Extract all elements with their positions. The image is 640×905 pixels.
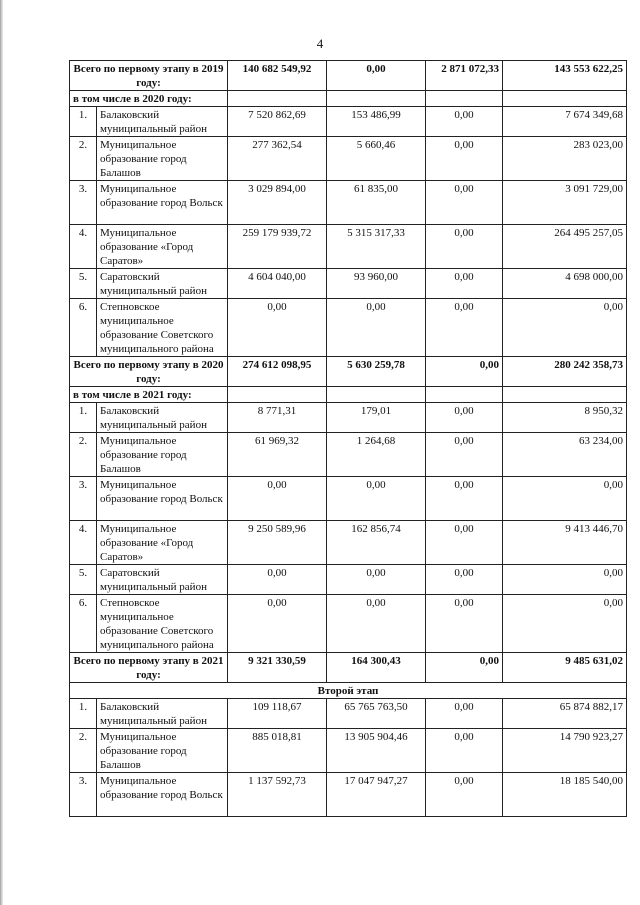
value-col1: 277 362,54 xyxy=(228,137,327,181)
municipality-name: Муниципальное образование город Балашов xyxy=(97,433,228,477)
value-col2: 17 047 947,27 xyxy=(327,773,426,817)
row-number: 6. xyxy=(70,595,97,653)
stage-header-row xyxy=(70,683,627,699)
value-col1: 0,00 xyxy=(228,299,327,357)
value-col4: 3 091 729,00 xyxy=(503,181,627,225)
scan-edge-shadow xyxy=(0,0,3,905)
value-col2: 1 264,68 xyxy=(327,433,426,477)
municipality-name: Балаковский муниципальный район xyxy=(97,403,228,433)
empty-cell xyxy=(327,387,426,403)
value-col1: 4 604 040,00 xyxy=(228,269,327,299)
value-col1: 885 018,81 xyxy=(228,729,327,773)
value-col4: 8 950,32 xyxy=(503,403,627,433)
value-col1: 61 969,32 xyxy=(228,433,327,477)
municipality-name: Балаковский муниципальный район xyxy=(97,107,228,137)
row-number: 4. xyxy=(70,225,97,269)
value-col2: 65 765 763,50 xyxy=(327,699,426,729)
municipality-name: Саратовский муниципальный район xyxy=(97,565,228,595)
table-row xyxy=(70,565,627,595)
table-row xyxy=(70,269,627,299)
total-row xyxy=(70,357,627,387)
value-col2: 0,00 xyxy=(327,299,426,357)
value-col3: 0,00 xyxy=(426,225,503,269)
municipality-name: Саратовский муниципальный район xyxy=(97,269,228,299)
municipality-name: Муниципальное образование город Вольск xyxy=(97,181,228,225)
value-col1: 7 520 862,69 xyxy=(228,107,327,137)
row-number: 2. xyxy=(70,433,97,477)
row-number: 4. xyxy=(70,521,97,565)
year-subheader-label: в том числе в 2021 году: xyxy=(70,387,228,403)
value-col3: 0,00 xyxy=(426,699,503,729)
table-row xyxy=(70,773,627,817)
total-value-col4: 280 242 358,73 xyxy=(503,357,627,387)
empty-cell xyxy=(426,387,503,403)
value-col4: 9 413 446,70 xyxy=(503,521,627,565)
table-row xyxy=(70,107,627,137)
municipality-name: Муниципальное образование «Город Саратов» xyxy=(97,225,228,269)
municipality-name: Муниципальное образование город Балашов xyxy=(97,729,228,773)
page-number: 4 xyxy=(316,36,324,51)
value-col2: 179,01 xyxy=(327,403,426,433)
value-col4: 283 023,00 xyxy=(503,137,627,181)
municipality-name: Муниципальное образование город Вольск xyxy=(97,477,228,521)
row-number: 5. xyxy=(70,565,97,595)
stage-header-label: Второй этап xyxy=(70,683,627,699)
total-value-col1: 274 612 098,95 xyxy=(228,357,327,387)
table-row xyxy=(70,137,627,181)
value-col2: 5 660,46 xyxy=(327,137,426,181)
value-col4: 14 790 923,27 xyxy=(503,729,627,773)
value-col3: 0,00 xyxy=(426,433,503,477)
value-col3: 0,00 xyxy=(426,269,503,299)
row-number: 3. xyxy=(70,477,97,521)
value-col3: 0,00 xyxy=(426,729,503,773)
table-row xyxy=(70,699,627,729)
municipality-name: Муниципальное образование «Город Саратов» xyxy=(97,521,228,565)
total-value-col2: 0,00 xyxy=(327,61,426,91)
total-value-col3: 2 871 072,33 xyxy=(426,61,503,91)
value-col2: 5 315 317,33 xyxy=(327,225,426,269)
value-col1: 259 179 939,72 xyxy=(228,225,327,269)
value-col3: 0,00 xyxy=(426,181,503,225)
table-row xyxy=(70,477,627,521)
value-col4: 0,00 xyxy=(503,299,627,357)
row-number: 2. xyxy=(70,729,97,773)
value-col1: 109 118,67 xyxy=(228,699,327,729)
value-col3: 0,00 xyxy=(426,595,503,653)
value-col2: 0,00 xyxy=(327,595,426,653)
value-col3: 0,00 xyxy=(426,477,503,521)
total-value-col3: 0,00 xyxy=(426,653,503,683)
value-col2: 153 486,99 xyxy=(327,107,426,137)
value-col4: 63 234,00 xyxy=(503,433,627,477)
empty-cell xyxy=(503,91,627,107)
value-col4: 0,00 xyxy=(503,477,627,521)
empty-cell xyxy=(426,91,503,107)
total-value-col2: 164 300,43 xyxy=(327,653,426,683)
value-col2: 13 905 904,46 xyxy=(327,729,426,773)
value-col2: 61 835,00 xyxy=(327,181,426,225)
total-label: Всего по первому этапу в 2019 году: xyxy=(70,61,228,91)
total-row xyxy=(70,61,627,91)
row-number: 5. xyxy=(70,269,97,299)
value-col4: 18 185 540,00 xyxy=(503,773,627,817)
total-value-col1: 9 321 330,59 xyxy=(228,653,327,683)
table-row xyxy=(70,403,627,433)
table-row xyxy=(70,225,627,269)
municipality-name: Балаковский муниципальный район xyxy=(97,699,228,729)
value-col2: 0,00 xyxy=(327,565,426,595)
total-label: Всего по первому этапу в 2021 году: xyxy=(70,653,228,683)
year-subheader-row xyxy=(70,387,627,403)
value-col1: 0,00 xyxy=(228,565,327,595)
table-row xyxy=(70,299,627,357)
empty-cell xyxy=(228,91,327,107)
municipality-name: Муниципальное образование город Вольск xyxy=(97,773,228,817)
value-col3: 0,00 xyxy=(426,107,503,137)
value-col1: 9 250 589,96 xyxy=(228,521,327,565)
value-col2: 93 960,00 xyxy=(327,269,426,299)
year-subheader-label: в том числе в 2020 году: xyxy=(70,91,228,107)
value-col1: 1 137 592,73 xyxy=(228,773,327,817)
value-col3: 0,00 xyxy=(426,773,503,817)
table-row xyxy=(70,729,627,773)
value-col4: 0,00 xyxy=(503,595,627,653)
empty-cell xyxy=(228,387,327,403)
value-col4: 7 674 349,68 xyxy=(503,107,627,137)
empty-cell xyxy=(327,91,426,107)
value-col4: 0,00 xyxy=(503,565,627,595)
value-col2: 0,00 xyxy=(327,477,426,521)
row-number: 1. xyxy=(70,699,97,729)
total-value-col4: 9 485 631,02 xyxy=(503,653,627,683)
row-number: 2. xyxy=(70,137,97,181)
total-row xyxy=(70,653,627,683)
row-number: 1. xyxy=(70,107,97,137)
row-number: 3. xyxy=(70,773,97,817)
municipality-name: Степновское муниципальное образование Советского муниципального района xyxy=(97,595,228,653)
municipality-name: Муниципальное образование город Балашов xyxy=(97,137,228,181)
row-number: 3. xyxy=(70,181,97,225)
total-value-col4: 143 553 622,25 xyxy=(503,61,627,91)
value-col1: 8 771,31 xyxy=(228,403,327,433)
row-number: 1. xyxy=(70,403,97,433)
row-number: 6. xyxy=(70,299,97,357)
value-col4: 4 698 000,00 xyxy=(503,269,627,299)
funding-table xyxy=(69,60,627,817)
empty-cell xyxy=(503,387,627,403)
total-value-col2: 5 630 259,78 xyxy=(327,357,426,387)
year-subheader-row xyxy=(70,91,627,107)
table-row xyxy=(70,433,627,477)
value-col4: 264 495 257,05 xyxy=(503,225,627,269)
value-col3: 0,00 xyxy=(426,565,503,595)
table-row xyxy=(70,521,627,565)
funding-table-body xyxy=(70,61,627,817)
total-value-col1: 140 682 549,92 xyxy=(228,61,327,91)
value-col1: 0,00 xyxy=(228,595,327,653)
value-col2: 162 856,74 xyxy=(327,521,426,565)
municipality-name: Степновское муниципальное образование Советского муниципального района xyxy=(97,299,228,357)
value-col1: 3 029 894,00 xyxy=(228,181,327,225)
table-row xyxy=(70,595,627,653)
table-row xyxy=(70,181,627,225)
value-col3: 0,00 xyxy=(426,521,503,565)
value-col3: 0,00 xyxy=(426,137,503,181)
value-col1: 0,00 xyxy=(228,477,327,521)
value-col3: 0,00 xyxy=(426,403,503,433)
total-value-col3: 0,00 xyxy=(426,357,503,387)
total-label: Всего по первому этапу в 2020 году: xyxy=(70,357,228,387)
value-col4: 65 874 882,17 xyxy=(503,699,627,729)
value-col3: 0,00 xyxy=(426,299,503,357)
